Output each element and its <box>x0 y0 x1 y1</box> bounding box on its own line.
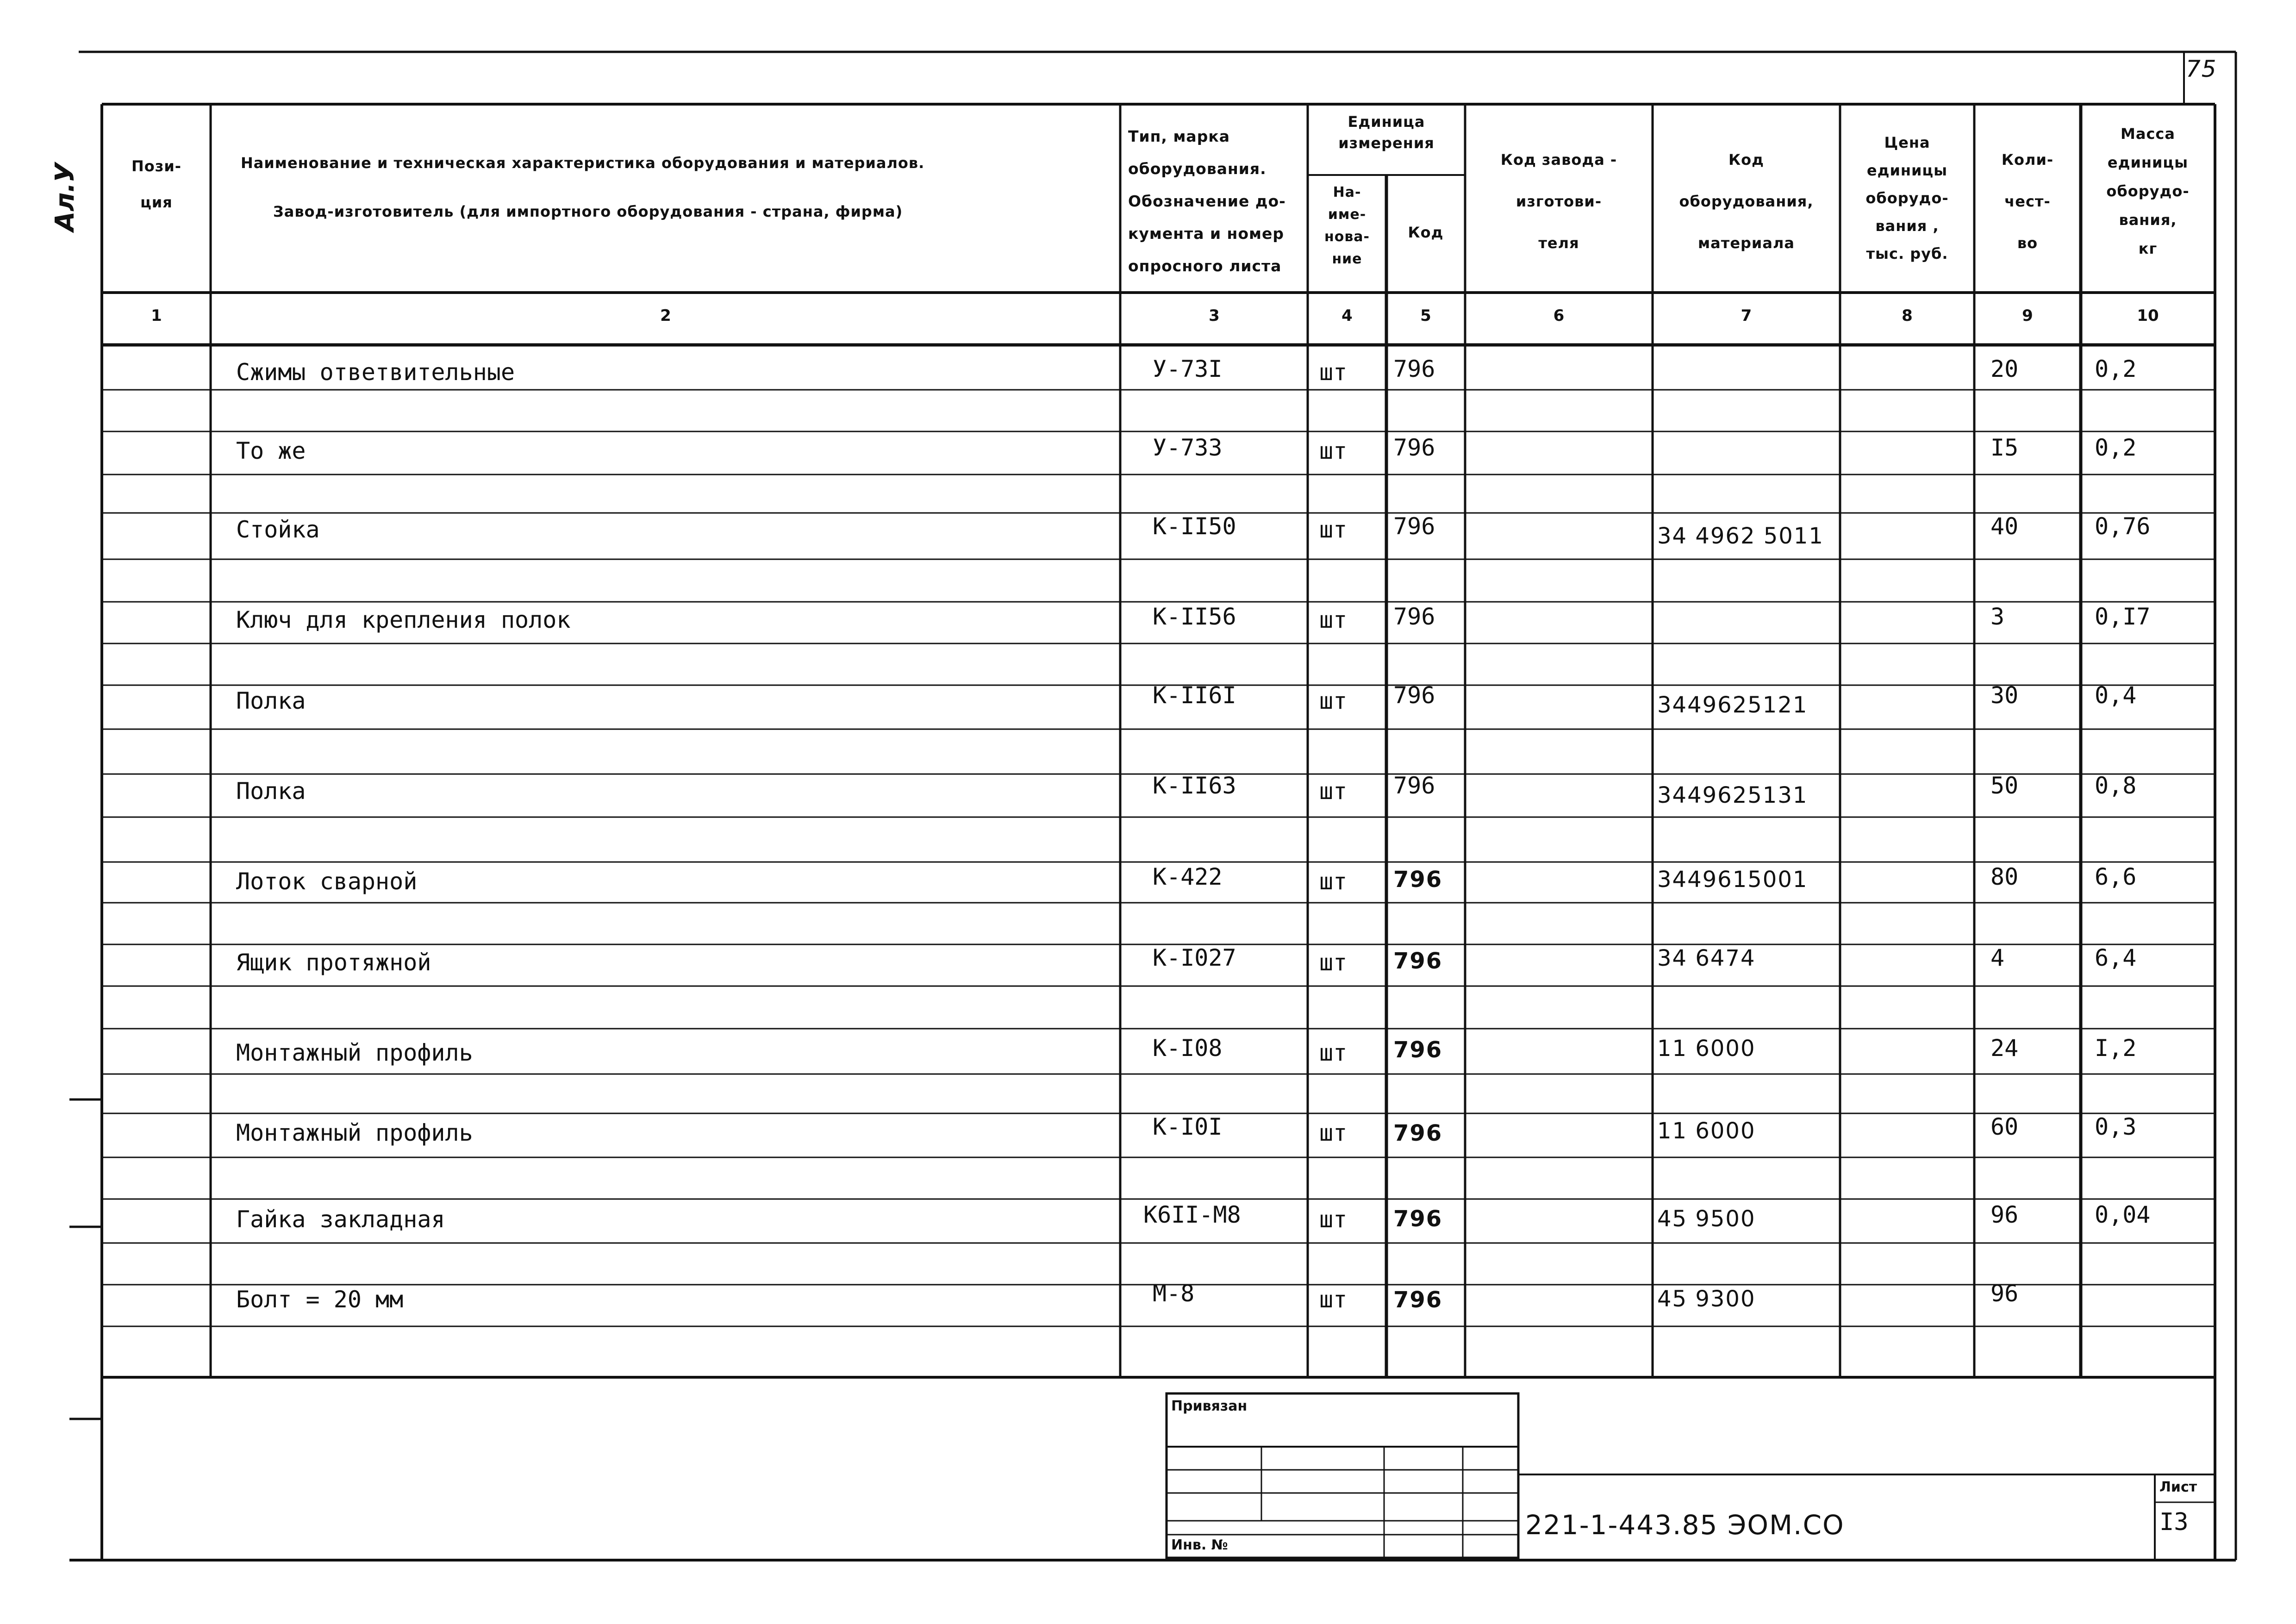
row-unit-code: 796 <box>1393 1287 1443 1313</box>
row-unit-code: 796 <box>1393 1120 1443 1146</box>
row-equipment-code: 3449615001 <box>1657 867 1808 893</box>
row-quantity: 60 <box>1990 1113 2019 1140</box>
row-mass: 0,4 <box>2095 682 2137 709</box>
header-unit-group: Единица измерения <box>1338 113 1435 152</box>
sheet-label: Лист <box>2159 1479 2197 1495</box>
document-code: 221-1-443.85 ЭОМ.СО <box>1525 1509 1845 1541</box>
header-unit-name: На- име- нова- ние <box>1324 184 1370 267</box>
row-unit-code: 796 <box>1393 682 1435 709</box>
column-number: 9 <box>2022 306 2033 325</box>
row-quantity: 3 <box>1990 603 2005 630</box>
header-quantity: Коли- чест- во <box>2001 151 2054 252</box>
row-quantity: 20 <box>1990 356 2019 382</box>
row-type: У-73I <box>1153 356 1223 382</box>
row-unit: шт <box>1319 1119 1348 1146</box>
header-position: Пози- ция <box>131 157 182 211</box>
column-number: 1 <box>151 306 162 325</box>
header-name-line1: Наименование и техническая характеристика оборудования и материалов. <box>241 154 925 172</box>
row-item-name: Ключ для крепления полок <box>236 606 571 633</box>
row-mass: 0,2 <box>2095 356 2137 382</box>
row-item-name: Ящик протяжной <box>236 949 431 976</box>
row-type: К-II50 <box>1153 513 1236 540</box>
row-mass: 6,4 <box>2095 944 2137 971</box>
header-unit-code: Код <box>1408 224 1444 241</box>
row-equipment-code: 34 6474 <box>1657 945 1756 971</box>
header-mass: Масса единицы оборудо- вания, кг <box>2106 125 2190 257</box>
header-equipment-code: Код оборудования, материала <box>1679 151 1814 252</box>
row-type: К-422 <box>1153 863 1223 890</box>
row-unit: шт <box>1319 687 1348 714</box>
header-price: Цена единицы оборудо- вания , тыс. руб. <box>1866 134 1949 262</box>
row-mass: 0,8 <box>2095 772 2137 799</box>
row-unit-code: 796 <box>1393 948 1443 974</box>
row-unit-code: 796 <box>1393 356 1435 382</box>
row-equipment-code: 34 4962 5011 <box>1657 523 1824 549</box>
page-number: 75 <box>2186 56 2217 82</box>
inventory-label: Инв. № <box>1171 1537 1228 1553</box>
row-equipment-code: 11 6000 <box>1657 1036 1756 1062</box>
row-quantity: 80 <box>1990 863 2019 890</box>
row-unit-code: 796 <box>1393 1037 1443 1063</box>
column-number: 5 <box>1420 306 1431 325</box>
row-type: К-II63 <box>1153 772 1236 799</box>
row-unit: шт <box>1319 359 1348 386</box>
row-unit-code: 796 <box>1393 1206 1443 1232</box>
row-quantity: 96 <box>1990 1201 2019 1228</box>
row-item-name: Полка <box>236 687 306 714</box>
row-unit: шт <box>1319 868 1348 895</box>
column-number: 7 <box>1741 306 1752 325</box>
row-item-name: Полка <box>236 778 306 805</box>
attached-label: Привязан <box>1171 1398 1248 1414</box>
row-mass: 0,04 <box>2095 1201 2151 1228</box>
row-mass: 0,I7 <box>2095 603 2151 630</box>
row-unit-code: 796 <box>1393 603 1435 630</box>
row-mass: 0,2 <box>2095 434 2137 461</box>
row-unit: шт <box>1319 1286 1348 1313</box>
row-type: К-I0I <box>1153 1113 1223 1140</box>
column-number: 10 <box>2137 306 2159 325</box>
row-item-name: Стойка <box>236 516 320 543</box>
row-unit: шт <box>1319 1206 1348 1233</box>
row-unit-code: 796 <box>1393 434 1435 461</box>
row-mass: I,2 <box>2095 1035 2137 1062</box>
row-quantity: 4 <box>1990 944 2005 971</box>
margin-note: Ал.У <box>50 162 80 231</box>
row-type: К6II-М8 <box>1143 1201 1241 1228</box>
column-number: 6 <box>1553 306 1565 325</box>
row-mass: 0,76 <box>2095 513 2151 540</box>
row-mass: 6,6 <box>2095 863 2137 890</box>
row-type: К-II6I <box>1153 682 1236 709</box>
row-mass: 0,3 <box>2095 1113 2137 1140</box>
column-number: 4 <box>1341 306 1353 325</box>
row-quantity: 96 <box>1990 1280 2019 1307</box>
column-number: 2 <box>660 306 671 325</box>
row-unit: шт <box>1319 778 1348 805</box>
row-equipment-code: 11 6000 <box>1657 1118 1756 1144</box>
row-type: К-I08 <box>1153 1035 1223 1062</box>
row-quantity: I5 <box>1990 434 2019 461</box>
row-equipment-code: 45 9300 <box>1657 1286 1756 1312</box>
row-item-name: Монтажный профиль <box>236 1119 473 1146</box>
row-unit-code: 796 <box>1393 513 1435 540</box>
row-unit: шт <box>1319 516 1348 543</box>
row-item-name: То же <box>236 437 306 464</box>
row-equipment-code: 3449625121 <box>1657 692 1808 718</box>
row-item-name: Болт = 20 мм <box>236 1286 404 1313</box>
row-unit: шт <box>1319 437 1348 464</box>
row-unit: шт <box>1319 606 1348 633</box>
row-item-name: Сжимы ответвительные <box>236 359 515 386</box>
row-type: К-I027 <box>1153 944 1236 971</box>
sheet-number: I3 <box>2159 1508 2189 1536</box>
header-name-line2: Завод-изготовитель (для импортного оборудования - страна, фирма) <box>273 203 903 220</box>
row-type: М-8 <box>1153 1280 1195 1307</box>
header-type: Тип, марка оборудования. Обозначение до- кумента и номер опросного листа <box>1128 127 1286 275</box>
row-quantity: 24 <box>1990 1035 2019 1062</box>
row-unit: шт <box>1319 1039 1348 1066</box>
row-unit-code: 796 <box>1393 867 1443 893</box>
row-quantity: 50 <box>1990 772 2019 799</box>
row-equipment-code: 45 9500 <box>1657 1206 1756 1232</box>
row-type: К-II56 <box>1153 603 1236 630</box>
column-number: 3 <box>1209 306 1220 325</box>
row-unit: шт <box>1319 949 1348 976</box>
header-factory-code: Код завода - изготови- теля <box>1500 151 1617 252</box>
row-quantity: 40 <box>1990 513 2019 540</box>
row-quantity: 30 <box>1990 682 2019 709</box>
row-type: У-733 <box>1153 434 1223 461</box>
row-equipment-code: 3449625131 <box>1657 782 1808 808</box>
row-item-name: Монтажный профиль <box>236 1039 473 1066</box>
row-item-name: Гайка закладная <box>236 1206 445 1233</box>
column-number: 8 <box>1902 306 1913 325</box>
row-item-name: Лоток сварной <box>236 868 418 895</box>
row-unit-code: 796 <box>1393 772 1435 799</box>
